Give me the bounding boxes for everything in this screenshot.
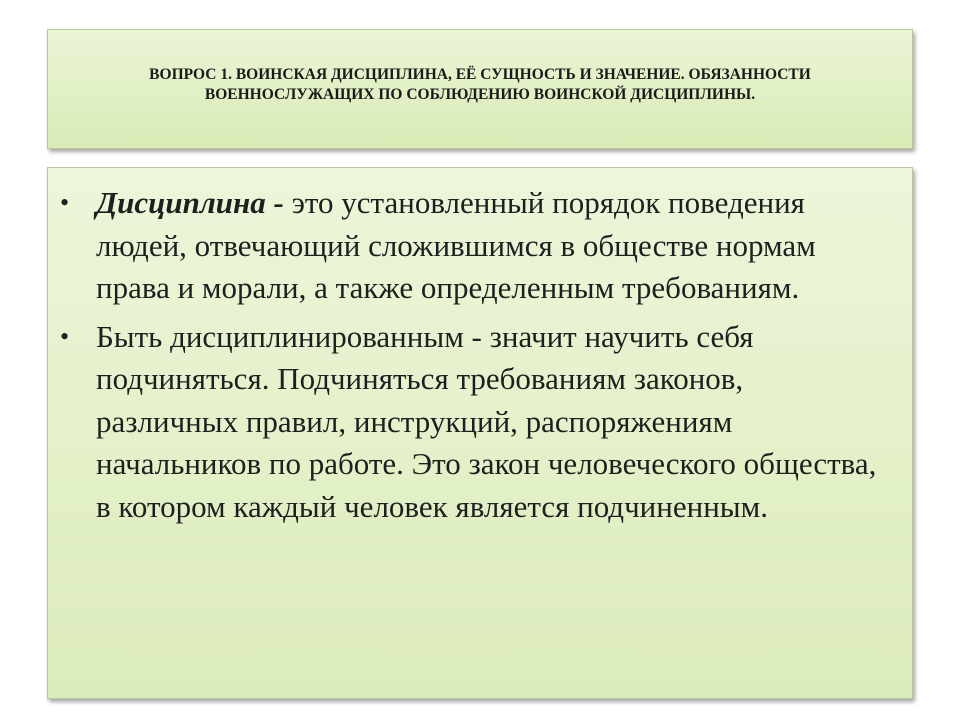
slide-title [129,65,831,105]
bullet-text: Быть дисциплинированным - значит научить себя подчиняться. Подчиняться требованиям законов, различных правил, инструкций, распоряжениям начальников по работе. Это закон человеческого общества, в котором каждый человек является подчиненным. [96,318,877,524]
bullet-item-discipline-definition [48,182,912,310]
slide-title-line-1: ВОПРОС 1. ВОИНСКАЯ ДИСЦИПЛИНА, ЕЁ СУЩНОСТЬ И ЗНАЧЕНИЕ. ОБЯЗАННОСТИ [149,66,811,83]
bullet-item-being-disciplined [48,316,912,529]
slide-title-box [47,29,913,149]
bullet-text: это установленный порядок поведения людей, отвечающий сложившимся в обществе нормам права и морали, а также определенным требованиям. [96,185,816,305]
bullet-term: Дисциплина - [96,185,284,220]
bullet-dot-icon: • [60,188,70,217]
slide-content-box [47,167,913,699]
bullet-dot-icon: • [60,321,70,351]
bullet-list [48,182,912,534]
slide-title-line-2: ВОЕННОСЛУЖАЩИХ ПО СОБЛЮДЕНИЮ ВОИНСКОЙ ДИСЦИПЛИНЫ. [204,86,756,103]
